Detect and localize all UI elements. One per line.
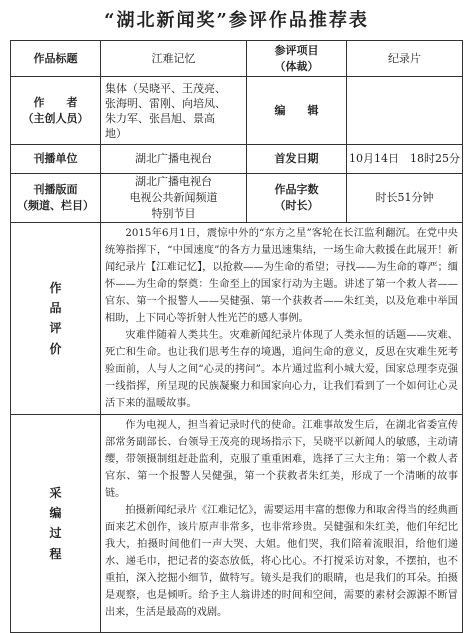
review-paragraph: 2015年6月1日，震惊中外的“东方之星”客轮在长江监利翻沉。在党中央统筹指挥下，“中国速度”的各方力量迅速集结，一场生命大救援在此展开！新闻纪录片【江难记忆】，以抢救——为生命的希望；寻找——为生命的尊严；缅怀——为生命的祭奠：生命至上的国家行动为主题。讲述了第一个救人者——官东、第一个报警人——吴健强、第一个获救者——朱红美，以及危难中举国相助，上下同心等折射人性光芒的感人事例。 xyxy=(105,227,458,324)
section-value: 湖北广播电视台 电视公共新闻频道 特别节目 xyxy=(101,174,247,223)
section-label: 刊播版面 （频道、栏目） xyxy=(11,174,101,223)
work-title-label: 作品标题 xyxy=(11,41,101,77)
author-value: 集体（吴晓平、王茂亮、 张海明、雷刚、向培凤、 朱力军、张昌旭、景高 地） xyxy=(101,77,247,145)
first-date-value: 10月14日 18时25分 xyxy=(347,145,463,174)
length-value: 时长51分钟 xyxy=(347,174,463,223)
category-label: 参评项目 （体裁） xyxy=(247,41,347,77)
length-label: 作品字数 （时长） xyxy=(247,174,347,223)
recommendation-form xyxy=(10,40,463,633)
process-text xyxy=(101,414,463,632)
process-paragraph: 作为电视人，担当着记录时代的使命。江难事故发生后，在湖北省委宣传部常务副部长、台领导王茂亮的现场指示下，吴晓平以新闻人的敏感，主动请缨，带领摄制组赶赴监利，克服了重重困难，选择了三大主角：第一个救人者官东、第一个报警人吴健强，第一个获救者朱红美，形成了一个清晰的故事链。 xyxy=(105,419,458,499)
first-date-label: 首发日期 xyxy=(247,145,347,174)
review-paragraph: 灾难伴随着人类共生。灾难新闻纪录片体现了人类永恒的话题——灾难、死亡和生命。也让我们思考生存的境遇，追问生命的意义，反思在灾难生死考验面前，人与人之间“心灵的拷问”。本片通过监利小城大爱，国家总理李克强一线指挥，所呈现的民族凝聚力和国家向心力，让我们看到了一个如何让心灵活下来的温暖故事。 xyxy=(105,329,458,409)
editor-label: 编 辑 xyxy=(247,77,347,145)
work-title-value: 江难记忆 xyxy=(101,41,247,77)
review-text xyxy=(101,222,463,414)
editor-value xyxy=(347,77,463,145)
review-label: 作 品 评 价 xyxy=(11,222,101,414)
category-value: 纪录片 xyxy=(347,41,463,77)
page-title: “湖北新闻奖”参评作品推荐表 xyxy=(104,10,369,31)
publisher-label: 刊播单位 xyxy=(11,145,101,174)
author-label: 作 者 （主创人员） xyxy=(11,77,101,145)
publisher-value: 湖北广播电视台 xyxy=(101,145,247,174)
process-paragraph: 拍摄新闻纪录片《江难记忆》，需要运用丰富的想像力和取舍得当的经典画面来艺术创作，该片原声非常多，也非常珍贵。吴健强和朱红美，他们年纪比我大，拍摄时间他们一声大哭、大姐。他们哭，我们陪着流眼泪，给他们递水、递毛巾，把记者的姿态放低，将心比心。不打搅采访对象，不摆拍，也不重拍，深入挖掘小细节，做特写。镜头是我们的眼睛，也是我们的耳朵。拍摄是观察，也是倾听。给予主人翁讲述的时间和空间，需要的素材会源源不断冒出来，生活是最高的戏剧。 xyxy=(105,504,458,618)
process-label: 采 编 过 程 xyxy=(11,414,101,632)
